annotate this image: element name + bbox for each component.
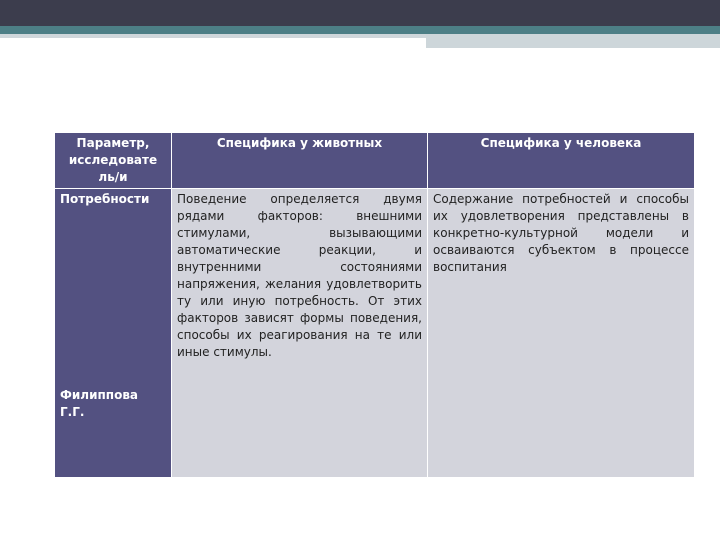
light-stripe-left [0, 34, 426, 38]
parameter-cell [55, 189, 172, 478]
humans-cell: Содержание потребностей и способы их удовлетворения представлены в конкретно-культурной модели и осваиваются субъектом в процессе воспитания [428, 189, 695, 478]
table-row [55, 189, 695, 478]
light-stripe [0, 34, 720, 50]
author-name: Филиппова Г.Г. [60, 388, 139, 420]
table-header-row [55, 133, 695, 189]
parameter-name: Потребности [60, 192, 150, 207]
header-parameter: Параметр, исследовате ль/и [55, 133, 172, 189]
comparison-table [54, 132, 695, 478]
teal-stripe [0, 26, 720, 34]
top-banner [0, 0, 720, 26]
header-animals: Специфика у животных [172, 133, 428, 189]
light-stripe-right [426, 34, 720, 48]
header-humans: Специфика у человека [428, 133, 695, 189]
animals-cell: Поведение определяется двумя рядами факторов: внешними стимулами, вызывающими автоматические реакции, и внутренними состояниями напряжения, желания удовлетворить ту или иную потребность. От этих факторов зависят формы поведения, способы их реагирования на те или иные стимулы. [172, 189, 428, 478]
